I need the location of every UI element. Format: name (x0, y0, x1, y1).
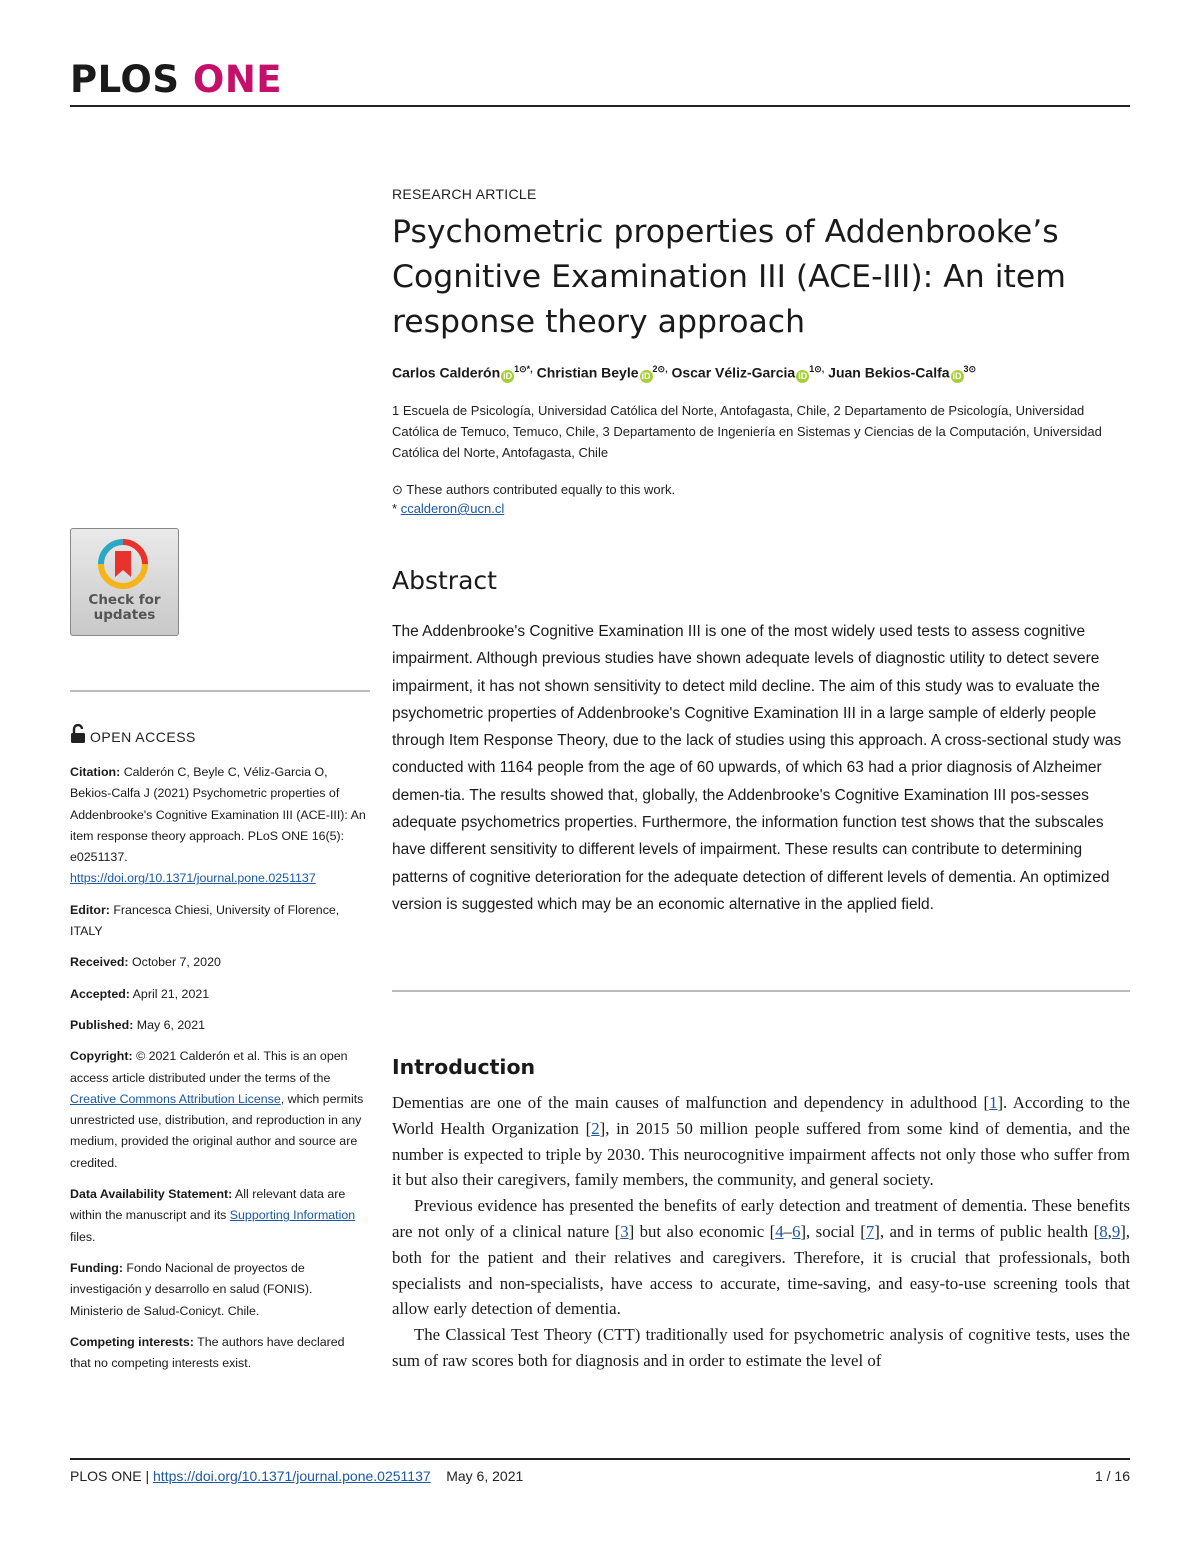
funding-block: Funding: Fondo Nacional de proyectos de investigación y desarrollo en salud (FONIS). Ministerio de Salud-Conicyt. Chile. (70, 1260, 313, 1318)
footer-date: May 6, 2021 (446, 1468, 524, 1484)
citation-link[interactable]: 6 (792, 1221, 801, 1241)
open-lock-icon (70, 724, 86, 744)
author-affiliation-marker: 1⊙*, (514, 364, 533, 374)
intro-paragraph: Previous evidence has presented the benefits of early detection and treatment of dementia. These benefits are not only of a clinical nature [3] but also economic [4–6], social [7], and in terms of public health [8,9], both for the patient and their relatives and caregivers. Therefore, it is crucial that professionals, both specialists and non-specialists, have access to accurate, time-saving, and easy-to-use screening tools that allow early detection of dementia. (392, 1196, 1131, 1319)
supporting-information-link[interactable]: Supporting Information (229, 1208, 356, 1223)
citation-doi-link[interactable]: https://doi.org/10.1371/journal.pone.0251137 (70, 871, 316, 886)
orcid-icon[interactable]: iD (798, 370, 808, 381)
abstract-text: The Addenbrooke's Cognitive Examination III is one of the most widely used tests to assess cognitive impairment. Although previous studies have shown adequate levels of diagnostic utility to detect severe impairment, it has not shown sensitivity to detect mild decline. The aim of this study was to evaluate the psychometric properties of Addenbrooke's Cognitive Examination III in a large sample of elderly people through Item Response Theory, due to the lack of studies using this approach. A cross-sectional study was conducted with 1164 people from the age of 60 upwards, of which 63 had a prior diagnosis of Alzheimer demen-tia. The results showed that, globally, the Addenbrooke's Cognitive Examination III pos-sesses adequate psychometrics properties. Furthermore, the information function test shows that the subscales have different sensitivity to different levels of impairment. These results can contribute to determining patterns of cognitive deterioration for the adequate detection of different levels of dementia. An optimized version is suggested which may be an economic alternative in the applied field. (392, 623, 1122, 913)
author-affiliation-marker: 3⊙ (963, 364, 977, 374)
orcid-icon[interactable]: iD (952, 370, 962, 381)
orcid-icon[interactable]: iD (503, 370, 513, 381)
orcid-icon[interactable]: iD (641, 370, 651, 381)
article-title: Psychometric properties of Addenbrooke’s Cognitive Examination III (ACE-III): An item response theory approach (392, 214, 1066, 340)
author-list (392, 364, 1152, 383)
author-name[interactable]: Juan Bekios-Calfa (828, 364, 950, 381)
equal-contribution-note: ⊙ These authors contributed equally to this work. (392, 482, 676, 497)
citation-link[interactable]: 9 (1111, 1221, 1121, 1241)
author-name[interactable]: Oscar Véliz-Garcia (671, 364, 796, 381)
affiliations: 1 Escuela de Psicología, Universidad Católica del Norte, Antofagasta, Chile, 2 Departamento de Psicología, Universidad Católica de Temuco, Temuco, Chile, 3 Departamento de Ingeniería en Sistemas y Ciencias de la Computación, Universidad Católica del Norte, Antofagasta, Chile (392, 403, 1102, 460)
footer-rule (70, 1458, 1130, 1460)
sidebar-divider (70, 690, 370, 692)
published-date: Published: May 6, 2021 (70, 1017, 205, 1032)
article-type-label: RESEARCH ARTICLE (392, 186, 537, 202)
header-rule (70, 105, 1130, 107)
footer-journal: PLOS ONE (70, 1468, 142, 1484)
badge-label: Check for updates (88, 592, 161, 623)
citation-link[interactable]: 3 (620, 1221, 629, 1241)
open-access-label: OPEN ACCESS (70, 724, 196, 745)
competing-interests-block: Competing interests: The authors have declared that no competing interests exist. (70, 1334, 345, 1371)
author-notes (392, 480, 675, 518)
check-for-updates-badge[interactable] (70, 528, 179, 636)
data-availability-block: Data Availability Statement: All relevant data are within the manuscript and its Supporting Information files. (70, 1187, 356, 1244)
corresponding-author: * ccalderon@ucn.cl (392, 501, 505, 516)
abstract-heading: Abstract (392, 566, 497, 595)
accepted-date: Accepted: April 21, 2021 (70, 986, 210, 1001)
intro-paragraph: The Classical Test Theory (CTT) traditionally used for psychometric analysis of cognitive tests, uses the sum of raw scores both for diagnosis and in order to estimate the level of (392, 1325, 1130, 1370)
check-for-updates-icon (98, 539, 148, 589)
journal-logo: PLOS ONE (70, 58, 283, 101)
citation-link[interactable]: 4 (775, 1221, 784, 1241)
author-affiliation-marker: 1⊙, (809, 364, 825, 374)
author-affiliation-marker: 2⊙, (652, 364, 668, 374)
received-date: Received: October 7, 2020 (70, 955, 221, 970)
citation-link[interactable]: 2 (591, 1118, 600, 1138)
article-metadata-sidebar (70, 762, 366, 1384)
page-number: 1 / 16 (1094, 1468, 1130, 1484)
license-link[interactable]: Creative Commons Attribution License (70, 1091, 281, 1106)
introduction-heading: Introduction (392, 1055, 536, 1079)
footer-doi-link[interactable]: https://doi.org/10.1371/journal.pone.0251137 (153, 1468, 431, 1484)
copyright-block: Copyright: © 2021 Calderón et al. This is an open access article distributed under the terms of the Creative Commons Attribution License, which permits unrestricted use, distribution, and reproduction in any medium, provided the original author and source are credited. (70, 1049, 364, 1170)
citation-link[interactable]: 7 (865, 1221, 875, 1241)
corresponding-email-link[interactable]: ccalderon@ucn.cl (400, 501, 505, 516)
abstract-divider (392, 990, 1130, 992)
intro-paragraph: Dementias are one of the main causes of malfunction and dependency in adulthood [1]. According to the World Health Organization [2], in 2015 50 million people suffered from some kind of dementia, and the number is expected to triple by 2030. This neurocognitive impairment affects not only those who suffer from it but also their caregivers, family members, the community, and general society. (392, 1093, 1131, 1190)
citation-link[interactable]: 1 (989, 1093, 998, 1112)
author-name[interactable]: Christian Beyle (536, 364, 639, 381)
introduction-body (392, 1090, 1130, 1374)
author-name[interactable]: Carlos Calderón (392, 364, 501, 381)
citation-block: Citation: Calderón C, Beyle C, Véliz-Garcia O, Bekios-Calfa J (2021) Psychometric properties of Addenbrooke's Cognitive Examination III (ACE-III): An item response theory approach. PLoS ONE 16(5): e0251137. https://doi.org/10.1371/journal.pone.0251137 (70, 765, 366, 886)
editor-block: Editor: Francesca Chiesi, University of Florence, ITALY (70, 902, 340, 939)
citation-link[interactable]: 8 (1099, 1221, 1108, 1241)
page-footer: PLOS ONE | https://doi.org/10.1371/journal.pone.0251137 May 6, 2021 1 / 16 (70, 1468, 1130, 1484)
